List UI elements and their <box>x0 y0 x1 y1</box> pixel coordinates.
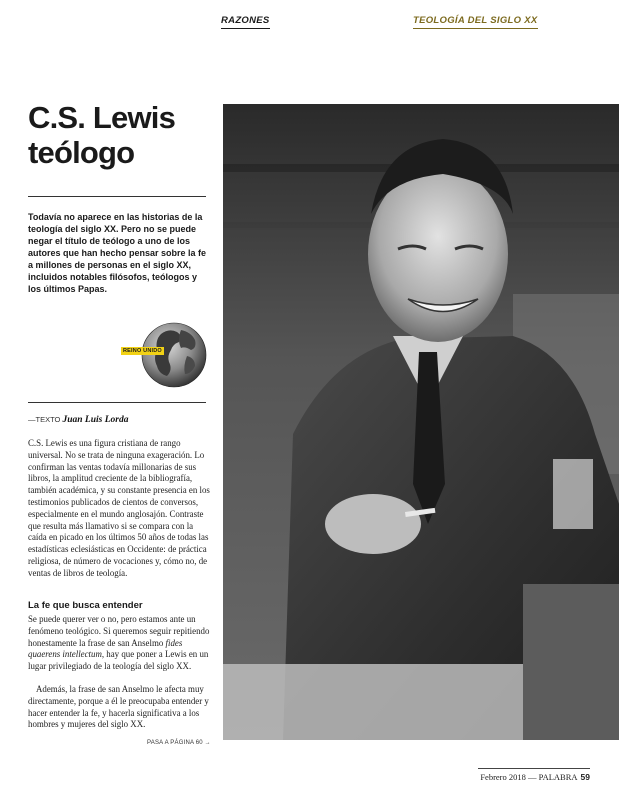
divider <box>28 196 206 197</box>
article-title <box>28 100 218 170</box>
page-number: 59 <box>580 772 590 782</box>
footer-divider <box>478 768 590 769</box>
portrait-photo <box>223 104 619 740</box>
byline-author: Juan Luis Lorda <box>62 415 129 425</box>
byline-prefix: —TEXTO <box>28 415 61 424</box>
issue-info: Febrero 2018 — PALABRA <box>480 772 578 782</box>
body-paragraph: Además, la frase de san Anselmo le afecta muy directamente, porque a él le preocupaba entender y hacer entender la fe, y hacerla significativa a los hombres y mujeres del siglo XX. <box>28 684 209 730</box>
article-lead: Todavía no aparece en las historias de la teología del siglo XX. Pero no se puede negar el título de teólogo a uno de los autores que han hecho pensar sobre la fe a millones de personas en el siglo XX, incluidos notables filósofos, teólogos y los últimos Papas. <box>28 212 207 294</box>
body-paragraph: C.S. Lewis es una figura cristiana de rango universal. No se trata de ninguna exageración. Lo confirman las ventas todavía millonarias de sus libros, la amplitud creciente de la bibliografía, también académica, y su constante presencia en los testimonios publicados de cientos de conversos, especialmente en el mundo anglosajón. Contraste que resulta más llamativo si se compara con la caída en picado en los últimos 50 años de todas las estadísticas eclesiásticas en Occidente: de práctica religiosa, de número de vocaciones y, cómo no, de ventas de libros de teología. <box>28 438 210 578</box>
section-topic-label: TEOLOGÍA DEL SIGLO XX <box>413 15 538 29</box>
body-paragraph <box>28 614 210 673</box>
region-globe <box>121 320 209 390</box>
paragraph-text: , hay que poner a Lewis en un lugar privilegiado de la teología del siglo XX. <box>28 649 209 672</box>
subheading: La fe que busca entender <box>28 600 143 611</box>
globe-icon <box>121 320 209 390</box>
page-footer <box>480 772 590 782</box>
title-line-2: teólogo <box>28 135 135 170</box>
section-label: RAZONES <box>221 15 270 29</box>
title-line-1: C.S. Lewis <box>28 100 176 135</box>
paragraph-text: Se puede querer ver o no, pero estamos ante un fenómeno teológico. Si queremos seguir repitiendo honestamente la frase de san Anselmo <box>28 614 210 648</box>
divider <box>28 402 206 403</box>
continue-link[interactable]: PASA A PÁGINA 60 → <box>147 740 211 746</box>
byline <box>28 415 128 425</box>
latin-phrase: fides quaerens intellectum <box>28 637 183 660</box>
region-badge: REINO UNIDO <box>123 348 162 354</box>
